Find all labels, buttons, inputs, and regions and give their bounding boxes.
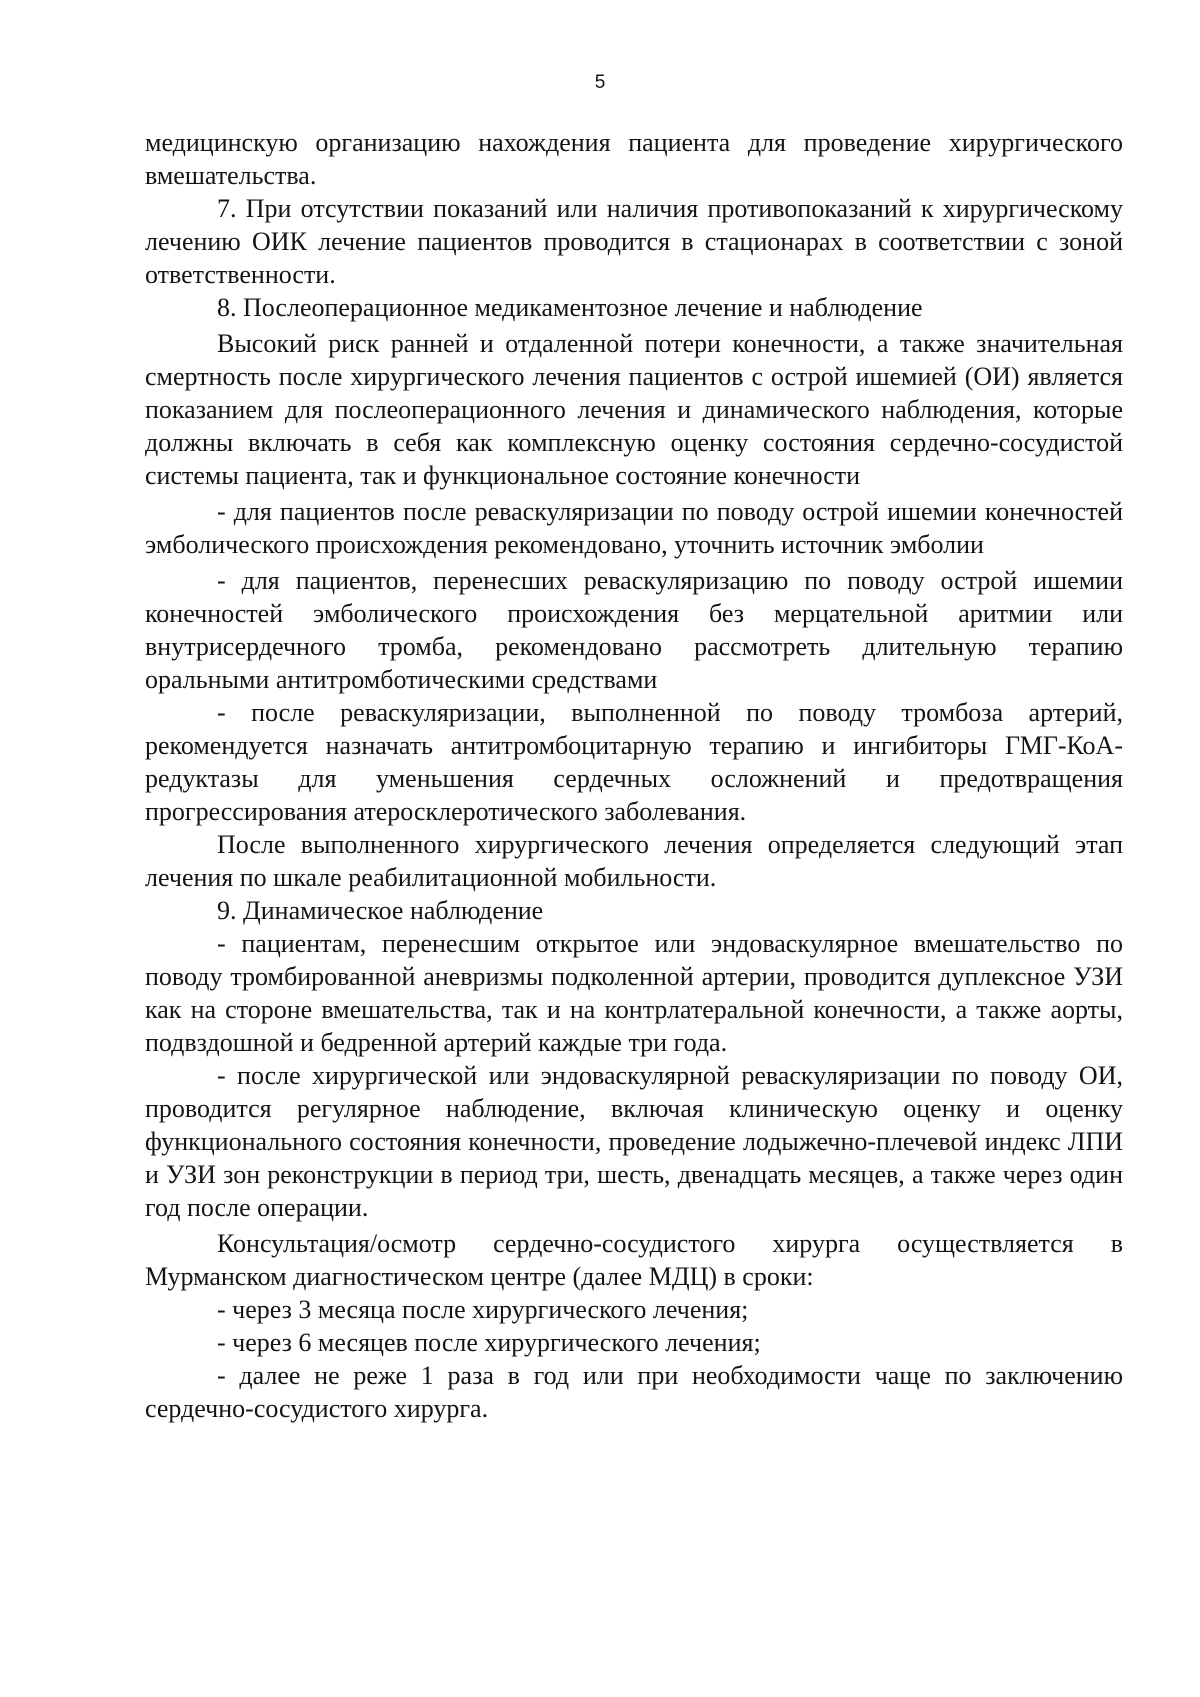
section-heading-8: 8. Послеоперационное медикаментозное лечение и наблюдение <box>217 293 923 322</box>
paragraph-item-7: 7. При отсутствии показаний или наличия противопоказаний к хирургическому лечению ОИК лечение пациентов проводится в стационарах в соответствии с зоной ответственности. <box>145 194 1123 289</box>
list-item-embolic-source: - для пациентов после реваскуляризации по поводу острой ишемии конечностей эмболического происхождения рекомендовано, уточнить источник эмболии <box>145 497 1123 559</box>
paragraph-high-risk: Высокий риск ранней и отдаленной потери конечности, а также значительная смертность после хирургического лечения пациентов с острой ишемией (ОИ) является показанием для послеоперационного лечения и динамического наблюдения, которые должны включать в себя как комплексную оценку состояния сердечно-сосудистой системы пациента, так и функциональное состояние конечности <box>145 329 1123 490</box>
list-item-6-months: - через 6 месяцев после хирургического лечения; <box>217 1328 761 1357</box>
list-item-antiplatelet-therapy: - после реваскуляризации, выполненной по поводу тромбоза артерий, рекомендуется назначать антитромбоцитарную терапию и ингибиторы ГМГ-КоА-редуктазы для уменьшения сердечных осложнений и предотвращения прогрессирования атеросклеротического заболевания. <box>145 698 1123 826</box>
list-item-duplex-ultrasound: - пациентам, перенесшим открытое или эндоваскулярное вмешательство по поводу тромбированной аневризмы подколенной артерии, проводится дуплексное УЗИ как на стороне вмешательства, так и на контрлатеральной конечности, а также аорты, подвздошной и бедренной артерий каждые три года. <box>145 929 1123 1057</box>
list-item-anticoagulant-therapy: - для пациентов, перенесших реваскуляризацию по поводу острой ишемии конечностей эмболического происхождения без мерцательной аритмии или внутрисердечного тромба, рекомендовано рассмотреть длительную терапию оральными антитромботическими средствами <box>145 566 1123 694</box>
list-item-yearly: - далее не реже 1 раза в год или при необходимости чаще по заключению сердечно-сосудистого хирурга. <box>145 1361 1123 1423</box>
paragraph-consultation: Консультация/осмотр сердечно-сосудистого хирурга осуществляется в Мурманском диагностическом центре (далее МДЦ) в сроки: <box>145 1229 1123 1291</box>
section-heading-9: 9. Динамическое наблюдение <box>217 896 544 925</box>
paragraph-next-stage: После выполненного хирургического лечения определяется следующий этап лечения по шкале реабилитационной мобильности. <box>145 830 1123 892</box>
document-body <box>145 126 1123 1425</box>
list-item-3-months: - через 3 месяца после хирургического лечения; <box>217 1295 749 1324</box>
list-item-regular-followup: - после хирургической или эндоваскулярной реваскуляризации по поводу ОИ, проводится регулярное наблюдение, включая клиническую оценку и оценку функционального состояния конечности, проведение лодыжечно-плечевой индекс ЛПИ и УЗИ зон реконструкции в период три, шесть, двенадцать месяцев, а также через один год после операции. <box>145 1061 1123 1222</box>
paragraph-continuation: медицинскую организацию нахождения пациента для проведение хирургического вмешательства. <box>145 128 1123 190</box>
page-number: 5 <box>594 72 606 93</box>
